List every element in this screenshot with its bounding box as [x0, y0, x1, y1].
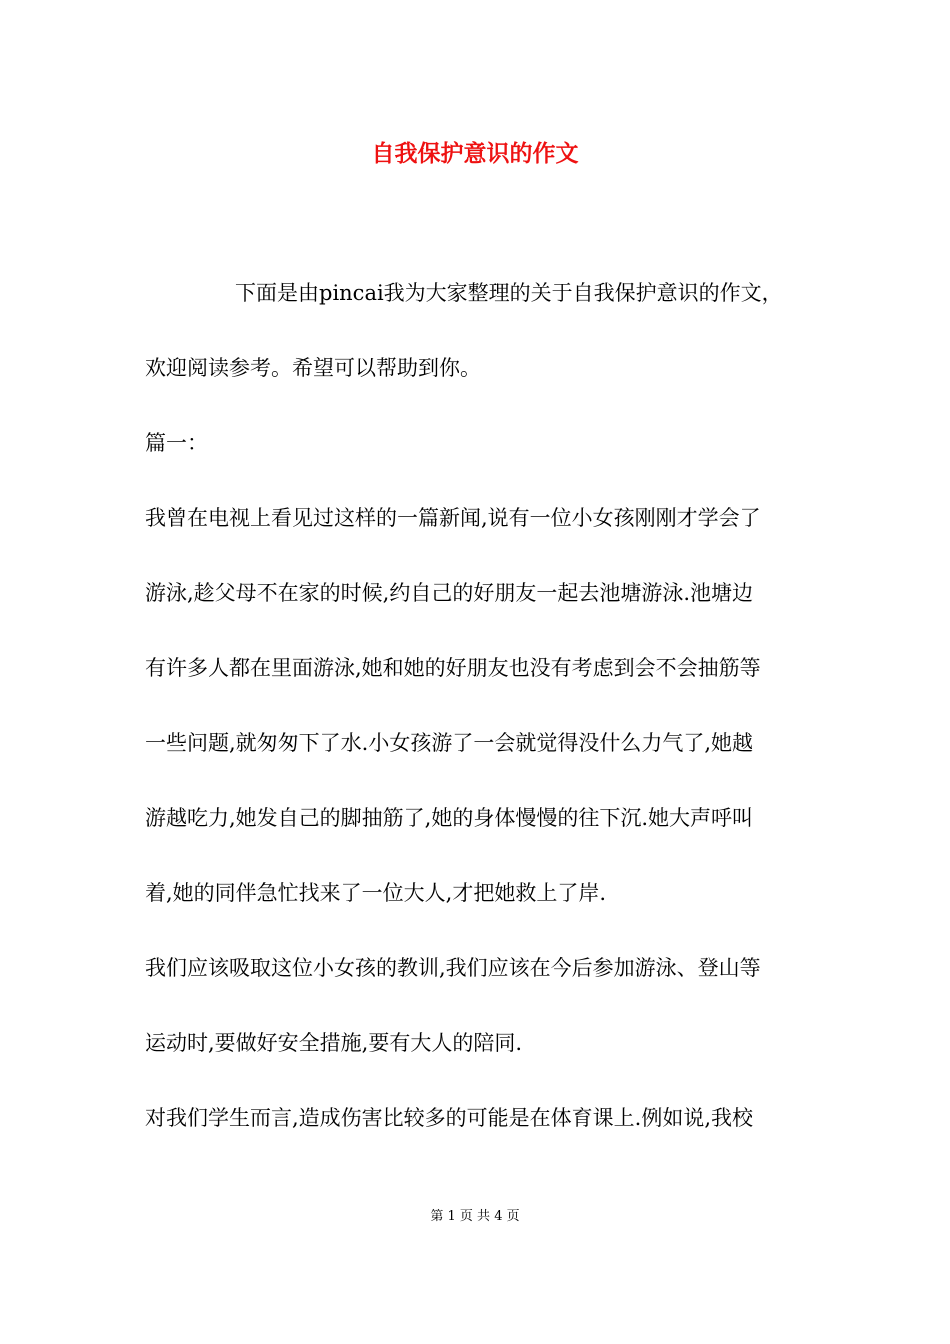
paragraph-line: 我曾在电视上看见过这样的一篇新闻,说有一位小女孩刚刚才学会了	[145, 506, 761, 530]
paragraph-line: 着,她的同伴急忙找来了一位大人,才把她救上了岸.	[145, 881, 607, 905]
paragraph-line: 游越吃力,她发自己的脚抽筋了,她的身体慢慢的往下沉.她大声呼叫	[145, 806, 754, 830]
paragraph-line: 下面是由pincai我为大家整理的关于自我保护意识的作文，	[235, 281, 783, 305]
paragraph-line: 欢迎阅读参考。希望可以帮助到你。	[145, 356, 481, 380]
paragraph-line: 有许多人都在里面游泳,她和她的好朋友也没有考虑到会不会抽筋等	[145, 656, 761, 680]
page-number-footer: 第 1 页 共 4 页	[430, 1209, 520, 1224]
section-heading: 篇一：	[145, 431, 208, 455]
paragraph-line: 对我们学生而言,造成伤害比较多的可能是在体育课上.例如说,我校	[145, 1106, 754, 1130]
paragraph-line: 游泳,趁父母不在家的时候,约自己的好朋友一起去池塘游泳.池塘边	[145, 581, 754, 605]
paragraph-line: 运动时,要做好安全措施,要有大人的陪同.	[145, 1031, 523, 1055]
document-body	[145, 270, 825, 1170]
paragraph-line: 我们应该吸取这位小女孩的教训,我们应该在今后参加游泳、登山等	[145, 956, 761, 980]
document-title: 自我保护意识的作文	[371, 140, 579, 167]
paragraph-line: 一些问题,就匆匆下了水.小女孩游了一会就觉得没什么力气了,她越	[145, 731, 754, 755]
